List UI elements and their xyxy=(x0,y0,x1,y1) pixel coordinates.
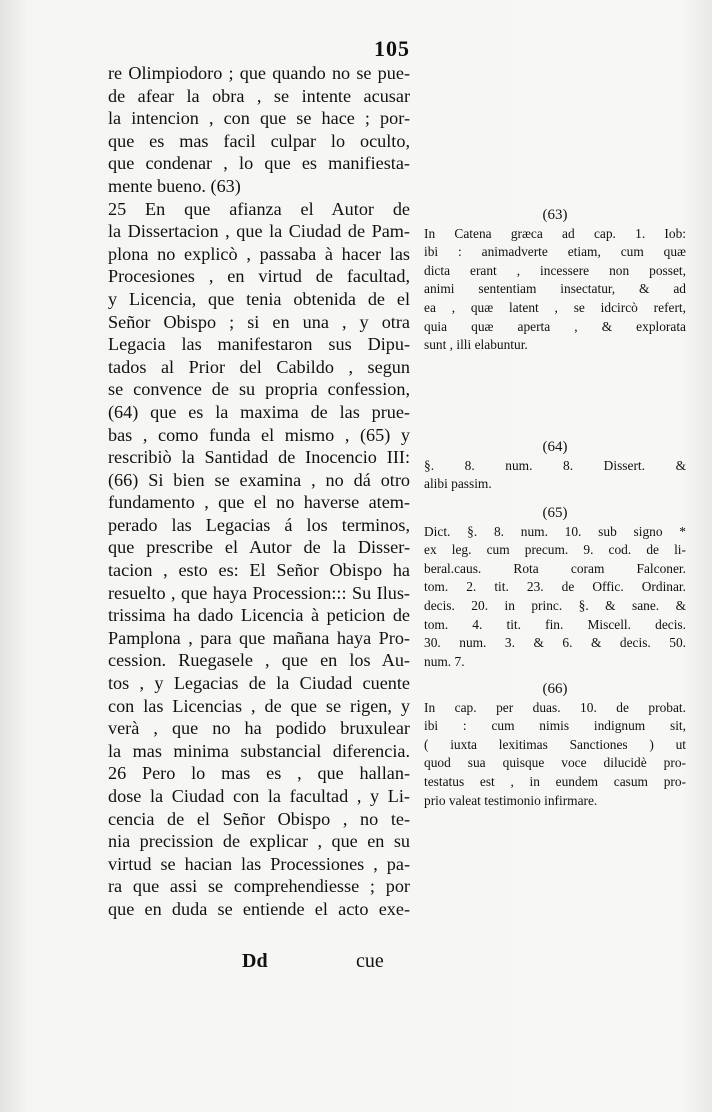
footnote-line: decis. 20. in princ. §. & sane. & xyxy=(424,597,686,613)
footnote-number: (66) xyxy=(542,681,568,697)
main-line: que condenar , lo que es manifiesta- xyxy=(108,153,410,174)
footnote-line: quod sua quisque voce dilucidè pro- xyxy=(424,755,686,771)
page-number: 105 xyxy=(374,36,410,61)
main-line: la mas minima substancial diferencia. xyxy=(108,740,410,761)
signature-mark: Dd xyxy=(242,950,268,972)
footnote-line: ea , quæ latent , se idcircò refert, xyxy=(424,299,686,315)
footnote-line: In cap. per duas. 10. de probat. xyxy=(424,699,686,715)
main-line: tacion , esto es: El Señor Obispo ha xyxy=(108,560,410,581)
main-line: y Licencia, que tenia obtenida de el xyxy=(108,288,410,309)
main-line: la intencion , con que se hace ; por- xyxy=(108,108,410,129)
main-line: perado las Legacias á los terminos, xyxy=(108,514,410,535)
footnote-line: sunt , illi elabuntur. xyxy=(424,337,528,353)
main-line: (66) Si bien se examina , no dá otro xyxy=(108,469,410,490)
main-line: dose la Ciudad con la facultad , y Li- xyxy=(108,786,410,806)
main-line: cession. Ruegasele , que en los Au- xyxy=(108,650,410,671)
main-line: bas , como funda el mismo , (65) y xyxy=(108,424,410,445)
footnote-line: quia quæ aperta , & explorata xyxy=(424,318,686,334)
main-line: que prescribe el Autor de la Disser- xyxy=(108,537,410,558)
footnote-number: (64) xyxy=(542,439,568,455)
main-line: rescribiò la Santidad de Inocencio III: xyxy=(108,447,410,468)
main-line: Procesiones , en virtud de facultad, xyxy=(108,266,410,287)
main-line: plona no explicò , passaba à hacer las xyxy=(108,243,410,264)
main-line: resuelto , que haya Procession::: Su Ilus- xyxy=(108,582,410,603)
main-line: tados al Prior del Cabildo , segun xyxy=(108,356,410,377)
footnote-line: prio valeat testimonio infirmare. xyxy=(424,792,598,808)
main-text-column xyxy=(108,62,410,921)
main-line: fundamento , que el no haverse atem- xyxy=(108,492,410,513)
main-line: la Dissertacion , que la Ciudad de Pam- xyxy=(108,221,410,242)
footnote-66 xyxy=(424,680,686,810)
footnote-line: animi sententiam insectatur, & ad xyxy=(424,281,686,297)
footnote-line: num. 7. xyxy=(424,653,465,669)
main-line: virtud se hacian las Processiones , pa- xyxy=(108,853,410,874)
footnote-line: §. 8. num. 8. Dissert. & xyxy=(424,457,686,473)
main-line: (64) que es la maxima de las prue- xyxy=(108,401,410,422)
main-line: tos , y Legacias de la Ciudad cuente xyxy=(108,673,410,694)
footnote-line: 30. num. 3. & 6. & decis. 50. xyxy=(424,635,686,651)
main-line: que en duda se entiende el acto exe- xyxy=(108,898,410,919)
main-line: Señor Obispo ; si en una , y otra xyxy=(108,311,410,332)
main-line: ra que assi se comprehendiesse ; por xyxy=(108,876,410,897)
footnote-65 xyxy=(424,504,686,671)
footnote-number: (65) xyxy=(542,505,568,521)
footnote-line: tom. 2. tit. 23. de Offic. Ordinar. xyxy=(424,579,686,595)
footnote-line: testatus est , in eundem casum pro- xyxy=(424,773,686,789)
main-line: cencia de el Señor Obispo , no te- xyxy=(108,808,410,829)
main-line: 25 En que afianza el Autor de xyxy=(108,198,410,219)
footnote-line: ibi : cum nimis indignum sit, xyxy=(424,718,686,734)
main-line: mente bueno. (63) xyxy=(108,175,241,196)
footnote-line: alibi passim. xyxy=(424,476,492,492)
main-line: trissima ha dado Licencia à peticion de xyxy=(108,605,410,626)
footnote-63 xyxy=(424,206,686,355)
main-line: de afear la obra , se intente acusar xyxy=(108,85,410,106)
catchword: cue xyxy=(356,950,384,972)
footnote-line: Dict. §. 8. num. 10. sub signo * xyxy=(424,523,686,539)
footnote-line: dicta erant , incessere non posset, xyxy=(424,262,686,278)
main-line: re Olimpiodoro ; que quando no se pue- xyxy=(108,63,410,83)
main-line: con las Licencias , de que se rigen, y xyxy=(108,695,410,716)
footnote-line: ibi : animadverte etiam, cum quæ xyxy=(424,244,686,260)
main-line: verà , que no ha podido bruxulear xyxy=(108,718,410,739)
main-line: Pamplona , para que mañana haya Pro- xyxy=(108,627,410,648)
main-line: se convence de su propria confession, xyxy=(108,379,410,400)
footnote-line: tom. 4. tit. fin. Miscell. decis. xyxy=(424,616,686,632)
main-line: Legacia las manifestaron sus Dipu- xyxy=(108,334,410,355)
main-line: 26 Pero lo mas es , que hallan- xyxy=(108,763,410,784)
footnote-line: In Catena græca ad cap. 1. Iob: xyxy=(424,225,686,241)
footnote-number: (63) xyxy=(542,207,568,223)
footnote-64 xyxy=(424,438,686,494)
main-line: que es mas facil culpar lo oculto, xyxy=(108,130,410,151)
footnote-line: ex leg. cum precum. 9. cod. de li- xyxy=(424,542,686,558)
footnote-line: beral.caus. Rota coram Falconer. xyxy=(424,560,686,576)
main-line: nia precission de explicar , que en su xyxy=(108,831,410,852)
footnote-line: ( iuxta lexitimas Sanctiones ) ut xyxy=(424,736,686,752)
